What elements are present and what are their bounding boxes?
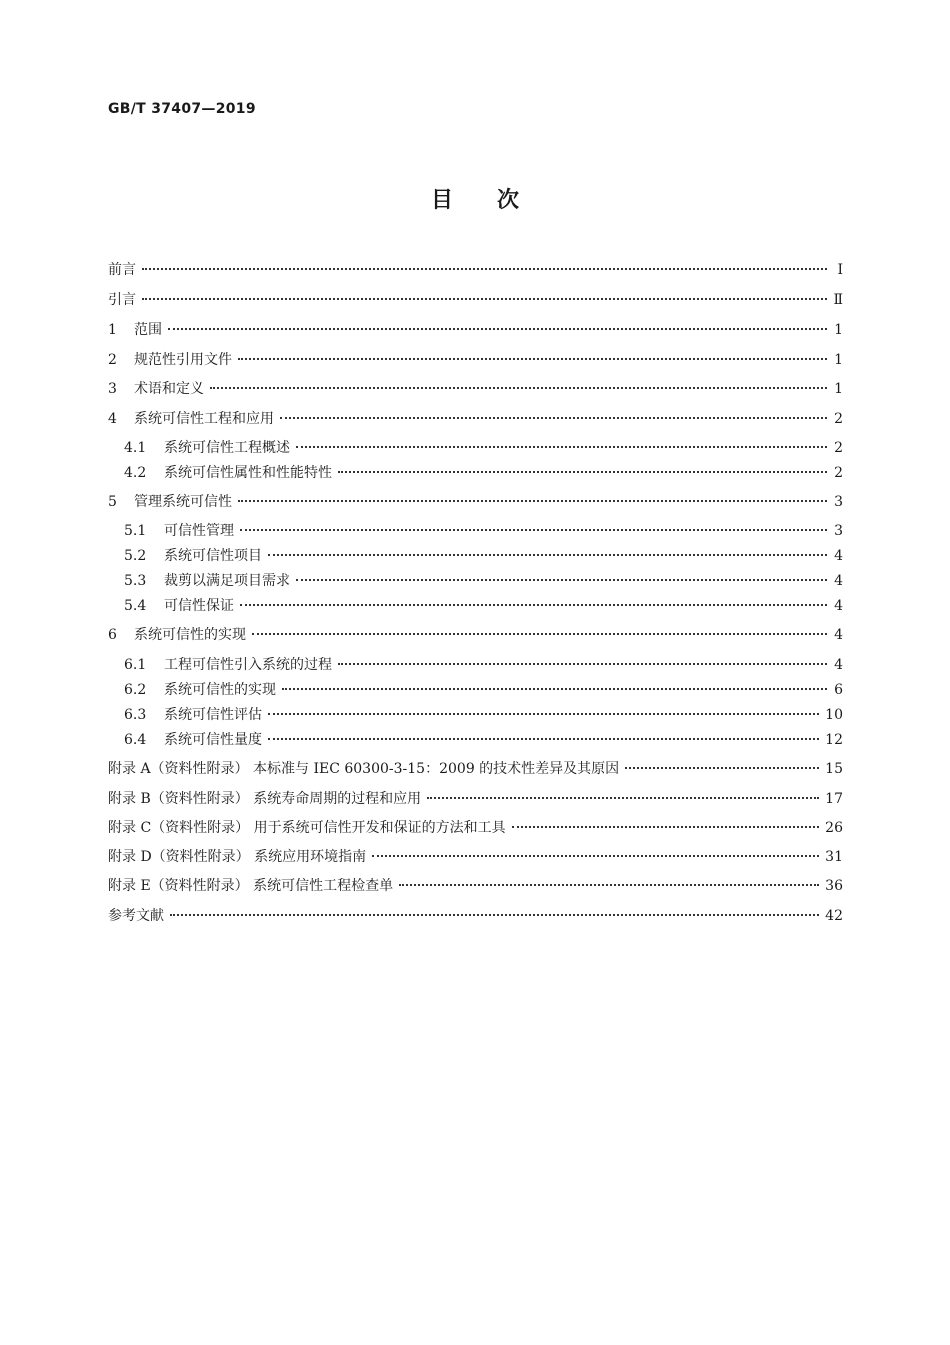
toc-entry[interactable] [108, 846, 843, 868]
toc-entry-label: 附录 D（资料性附录） 系统应用环境指南 [108, 849, 367, 865]
toc-entry-page: 2 [834, 465, 843, 481]
toc-entry-label: 裁剪以满足项目需求 [164, 573, 290, 589]
toc-entry-label: 附录 C（资料性附录） 用于系统可信性开发和保证的方法和工具 [108, 820, 506, 836]
toc-entry[interactable] [108, 905, 843, 927]
toc-entry-number: 3 [108, 381, 117, 397]
toc-dot-leader [168, 328, 827, 330]
toc-dot-leader [338, 663, 827, 665]
toc-dot-leader [338, 471, 827, 473]
toc-entry-page: Ⅰ [837, 262, 843, 278]
toc-entry-page: 4 [834, 627, 843, 643]
toc-entry-label: 参考文献 [108, 908, 164, 924]
toc-entry-number: 2 [108, 352, 117, 368]
toc-dot-leader [240, 604, 827, 606]
toc-entry-page: 31 [825, 849, 843, 865]
toc-dot-leader [240, 529, 827, 531]
toc-dot-leader [268, 738, 819, 740]
toc-entry-page: 17 [825, 791, 843, 807]
toc-entry-number: 5.3 [124, 573, 147, 589]
toc-dot-leader [210, 387, 827, 389]
toc-entry-label: 范围 [134, 322, 162, 338]
toc-entry-page: 26 [825, 820, 843, 836]
toc-dot-leader [238, 358, 827, 360]
toc-entry[interactable] [108, 437, 843, 459]
toc-entry-number: 5.4 [124, 598, 147, 614]
toc-entry[interactable] [108, 259, 843, 281]
toc-entry-page: 6 [834, 682, 843, 698]
toc-entry-label: 可信性保证 [164, 598, 234, 614]
toc-entry-number: 5.2 [124, 548, 147, 564]
toc-entry[interactable] [108, 378, 843, 400]
toc-dot-leader [268, 713, 819, 715]
toc-entry-label: 附录 B（资料性附录） 系统寿命周期的过程和应用 [108, 791, 422, 807]
toc-entry-label: 系统可信性评估 [164, 707, 262, 723]
toc-dot-leader [170, 914, 819, 916]
toc-entry[interactable] [108, 491, 843, 513]
toc-dot-leader [372, 855, 819, 857]
toc-entry-label: 系统可信性的实现 [134, 627, 246, 643]
toc-entry-label: 附录 A（资料性附录） 本标准与 IEC 60300-3-15：2009 的技术性差异及其原因 [108, 761, 620, 777]
toc-entry-page: 42 [825, 908, 843, 924]
toc-entry[interactable] [108, 788, 843, 810]
toc-dot-leader [282, 688, 827, 690]
toc-entry[interactable] [108, 817, 843, 839]
toc-entry-page: 4 [834, 598, 843, 614]
toc-entry-label: 前言 [108, 262, 136, 278]
toc-entry-number: 5 [108, 494, 117, 510]
toc-entry-number: 1 [108, 322, 117, 338]
toc-dot-leader [399, 884, 819, 886]
toc-entry-number: 6.4 [124, 732, 147, 748]
toc-entry[interactable] [108, 624, 843, 646]
toc-entry-number: 4 [108, 411, 117, 427]
toc-entry-number: 4.1 [124, 440, 147, 456]
document-code: GB/T 37407—2019 [108, 101, 256, 117]
toc-entry[interactable] [108, 289, 843, 311]
toc-entry-label: 系统可信性的实现 [164, 682, 276, 698]
toc-entry-label: 可信性管理 [164, 523, 234, 539]
toc-entry-number: 6.3 [124, 707, 147, 723]
toc-dot-leader [296, 446, 827, 448]
toc-entry-page: 1 [834, 352, 843, 368]
toc-entry[interactable] [108, 319, 843, 341]
toc-entry-label: 附录 E（资料性附录） 系统可信性工程检查单 [108, 878, 394, 894]
toc-entry-number: 6 [108, 627, 117, 643]
toc-entry[interactable] [108, 729, 843, 751]
toc-entry-label: 系统可信性量度 [164, 732, 262, 748]
toc-entry-number: 6.2 [124, 682, 147, 698]
toc-entry-label: 管理系统可信性 [134, 494, 232, 510]
toc-entry-page: 4 [834, 573, 843, 589]
toc-entry[interactable] [108, 654, 843, 676]
toc-entry[interactable] [108, 545, 843, 567]
toc-entry[interactable] [108, 408, 843, 430]
toc-entry-number: 4.2 [124, 465, 147, 481]
toc-entry-page: 3 [834, 523, 843, 539]
toc-dot-leader [296, 579, 827, 581]
toc-entry-label: 系统可信性工程和应用 [134, 411, 274, 427]
toc-entry-number: 5.1 [124, 523, 147, 539]
toc-entry[interactable] [108, 595, 843, 617]
toc-entry[interactable] [108, 349, 843, 371]
toc-entry-label: 系统可信性工程概述 [164, 440, 290, 456]
toc-entry-label: 工程可信性引入系统的过程 [164, 657, 332, 673]
toc-entry-page: 4 [834, 657, 843, 673]
toc-entry-page: 12 [825, 732, 843, 748]
toc-entry-page: 10 [825, 707, 843, 723]
toc-entry-page: 36 [825, 878, 843, 894]
toc-entry[interactable] [108, 875, 843, 897]
toc-dot-leader [142, 298, 827, 300]
toc-entry-page: 1 [834, 322, 843, 338]
toc-entry-label: 术语和定义 [134, 381, 204, 397]
toc-dot-leader [512, 826, 820, 828]
toc-entry-label: 引言 [108, 292, 136, 308]
toc-dot-leader [280, 417, 827, 419]
toc-dot-leader [252, 633, 827, 635]
toc-entry[interactable] [108, 520, 843, 542]
toc-dot-leader [142, 268, 827, 270]
toc-dot-leader [238, 500, 827, 502]
toc-title: 目次 [430, 188, 563, 213]
toc-entry[interactable] [108, 462, 843, 484]
toc-entry[interactable] [108, 704, 843, 726]
toc-entry[interactable] [108, 758, 843, 780]
toc-entry-label: 规范性引用文件 [134, 352, 232, 368]
toc-entry-page: 15 [825, 761, 843, 777]
toc-entry-page: 3 [834, 494, 843, 510]
toc-entry[interactable] [108, 570, 843, 592]
toc-entry-page: Ⅱ [833, 292, 843, 308]
toc-dot-leader [268, 554, 827, 556]
toc-entry-label: 系统可信性属性和性能特性 [164, 465, 332, 481]
toc-entry-label: 系统可信性项目 [164, 548, 262, 564]
toc-entry-page: 1 [834, 381, 843, 397]
toc-entry-page: 2 [834, 411, 843, 427]
toc-dot-leader [625, 767, 819, 769]
toc-entry[interactable] [108, 679, 843, 701]
toc-entry-number: 6.1 [124, 657, 147, 673]
toc-dot-leader [427, 797, 819, 799]
toc-entry-page: 4 [834, 548, 843, 564]
toc-entry-page: 2 [834, 440, 843, 456]
